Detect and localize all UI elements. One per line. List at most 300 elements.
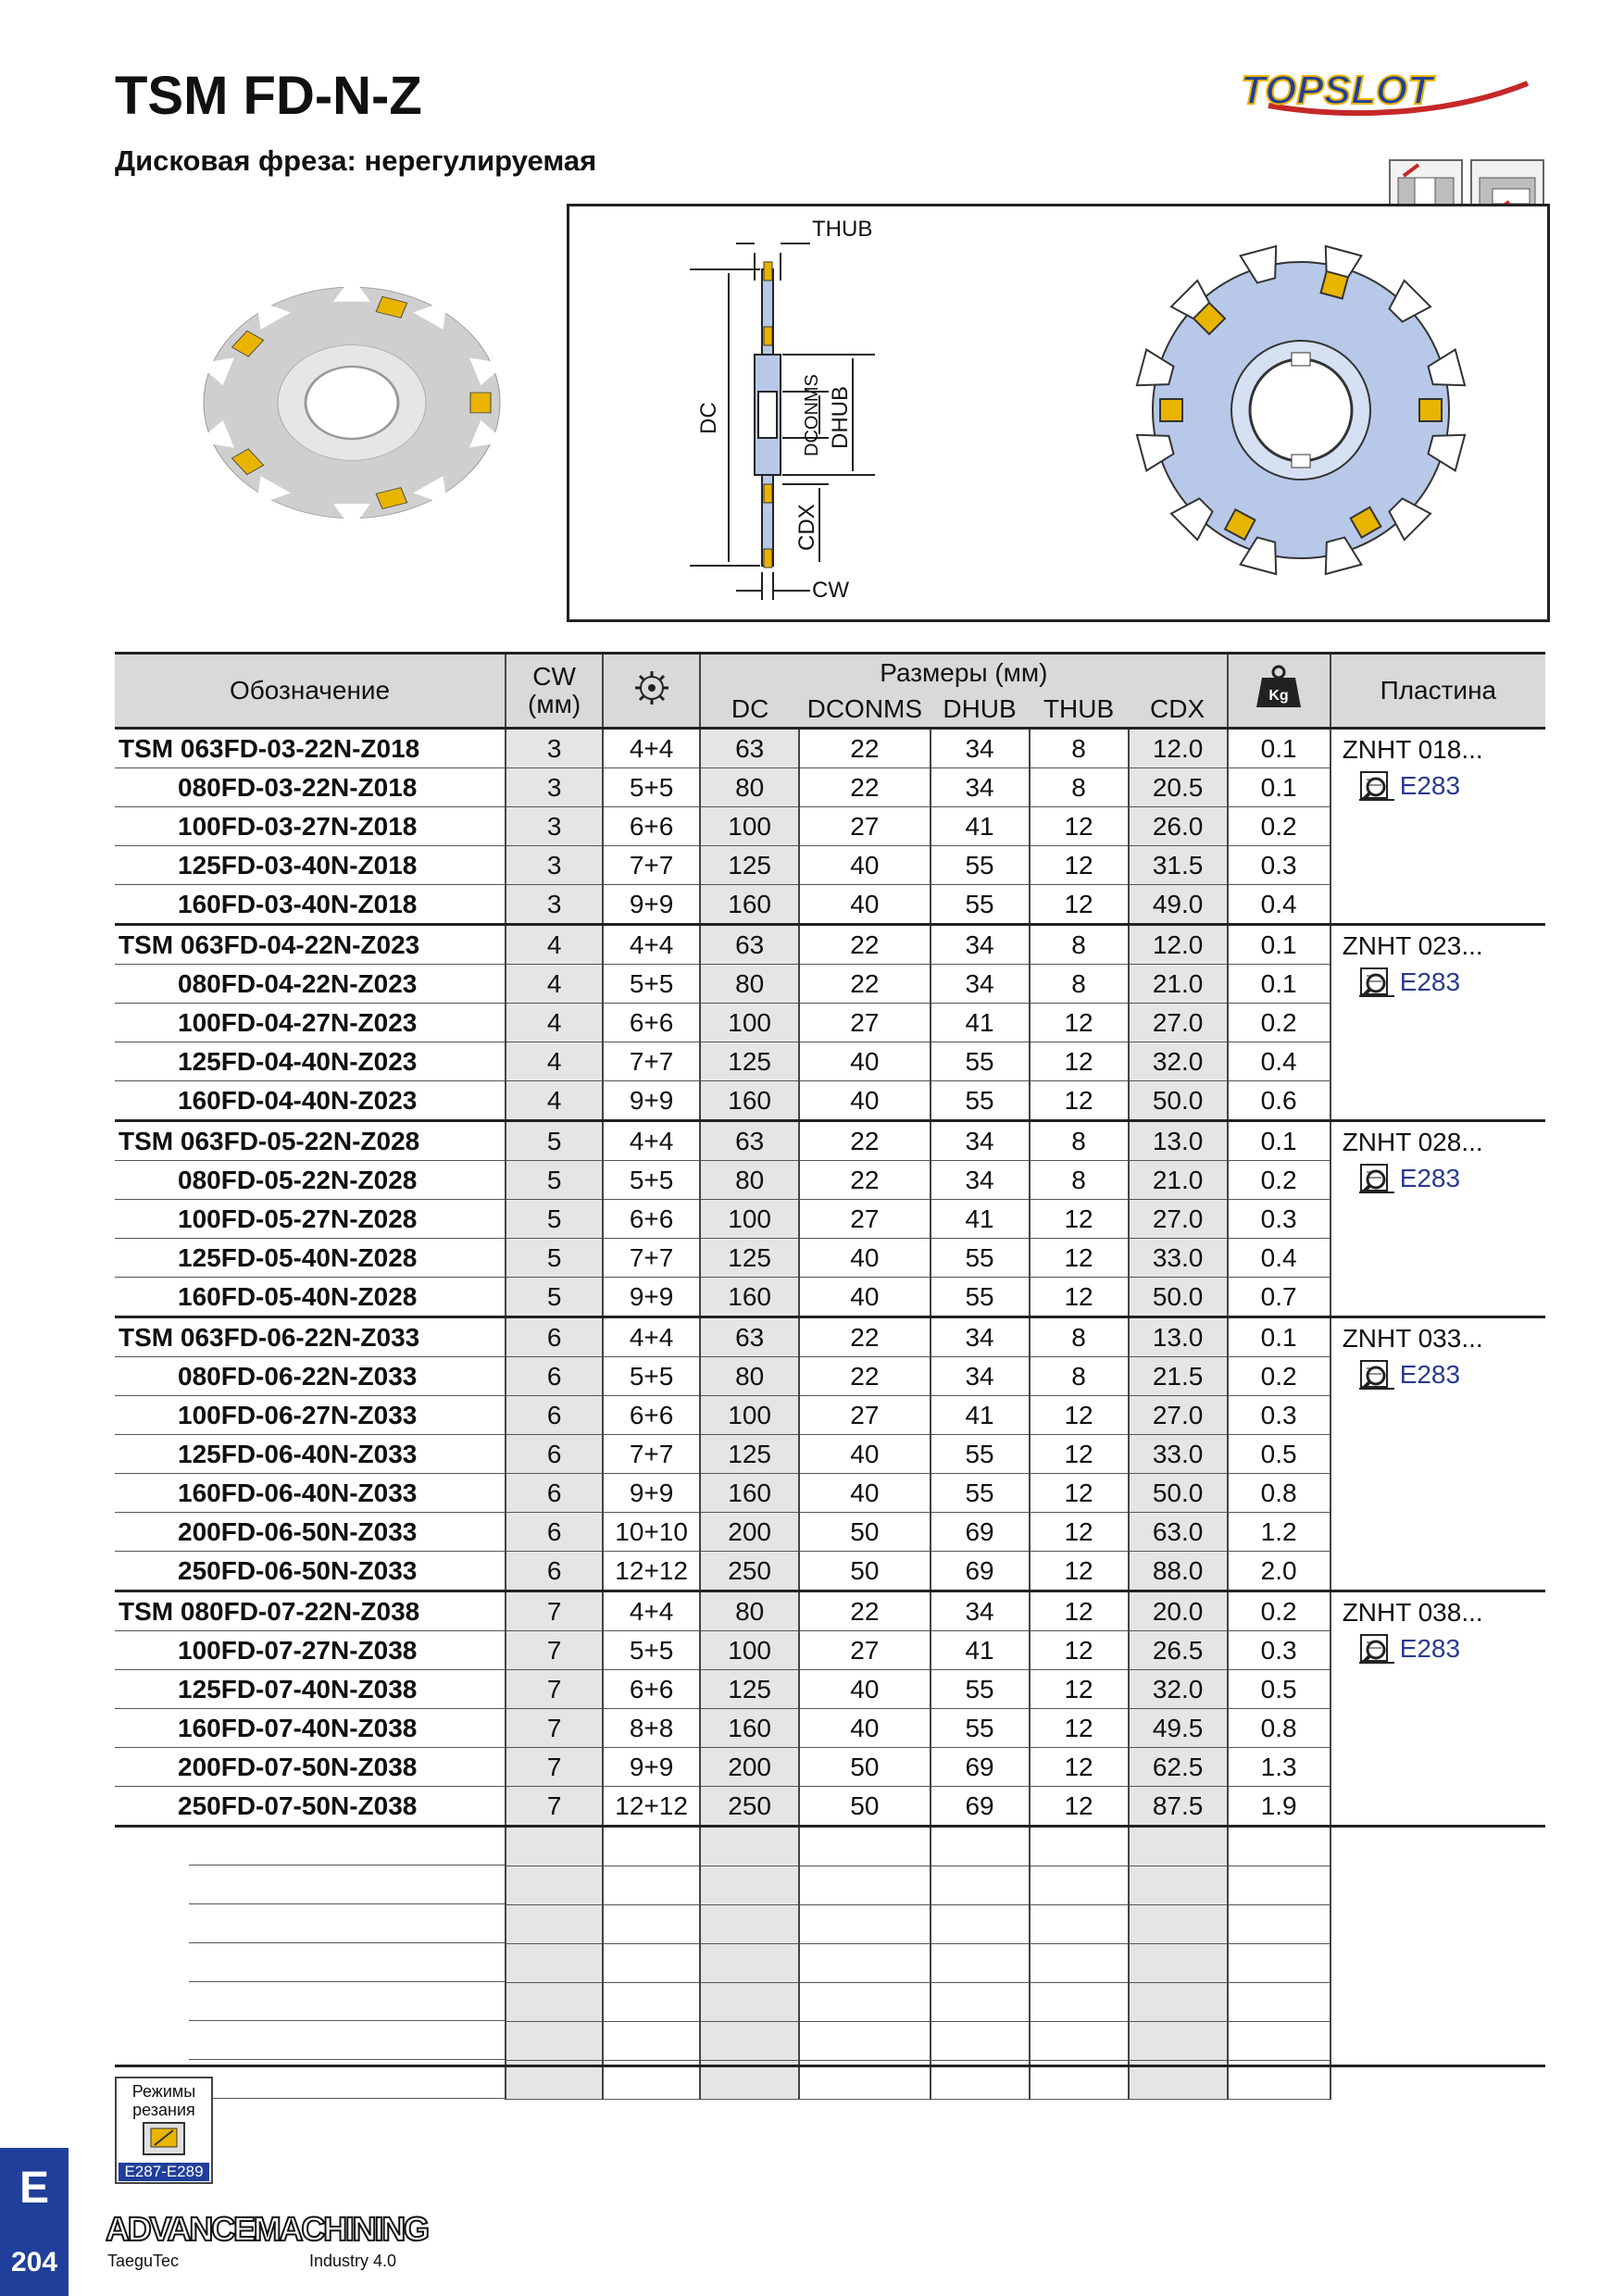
cell-thub: 12 xyxy=(1030,1670,1129,1709)
empty-cell xyxy=(1228,1983,1330,2022)
cell-thub: 8 xyxy=(1030,1317,1129,1357)
cutting-label: Режимы резания xyxy=(131,2082,196,2119)
insert-name: ZNHT 018... xyxy=(1342,735,1483,764)
cell-dc: 250 xyxy=(700,1787,799,1827)
cell-kg: 0.7 xyxy=(1228,1278,1330,1317)
cell-dhub: 41 xyxy=(931,807,1030,846)
cell-dconms: 27 xyxy=(799,807,930,846)
cell-cw: 7 xyxy=(506,1591,603,1631)
cell-cw: 7 xyxy=(506,1709,603,1748)
empty-cell xyxy=(1129,1944,1228,1983)
cell-cw: 7 xyxy=(506,1787,603,1827)
empty-row xyxy=(115,1827,1545,1866)
cell-thub: 12 xyxy=(1030,1004,1129,1042)
cell-dconms: 22 xyxy=(799,729,930,768)
cell-dconms: 22 xyxy=(799,1317,930,1357)
cell-dconms: 22 xyxy=(799,1121,930,1161)
table-bottom-rule xyxy=(115,2065,1545,2067)
row-designation: 125FD-05-40N-Z028 xyxy=(178,1242,418,1272)
row-designation: 080FD-05-22N-Z028 xyxy=(178,1165,418,1194)
cell-cw: 4 xyxy=(506,925,603,965)
header-dimensions: Размеры (мм) xyxy=(700,654,1227,693)
cell-thub: 8 xyxy=(1030,1357,1129,1396)
empty-cell xyxy=(1030,1905,1129,1944)
cell-dc: 80 xyxy=(700,965,799,1004)
header-cw xyxy=(506,654,603,729)
cell-thub: 12 xyxy=(1030,1513,1129,1552)
cell-cdx: 32.0 xyxy=(1129,1042,1228,1081)
cell-cdx: 12.0 xyxy=(1129,729,1228,768)
cell-dc: 160 xyxy=(700,1709,799,1748)
cell-z: 9+9 xyxy=(603,1278,700,1317)
cell-dc: 160 xyxy=(700,1278,799,1317)
empty-cell xyxy=(506,1905,603,1944)
weight-icon xyxy=(1228,654,1330,729)
row-designation: 100FD-07-27N-Z038 xyxy=(178,1635,418,1665)
empty-cell xyxy=(506,1944,603,1983)
cell-z: 6+6 xyxy=(603,1200,700,1239)
cell-dconms: 22 xyxy=(799,925,930,965)
insert-cell xyxy=(1330,925,1545,1121)
cell-thub: 8 xyxy=(1030,925,1129,965)
empty-cell xyxy=(1129,1866,1228,1905)
header-dhub: DHUB xyxy=(931,692,1030,729)
empty-cell xyxy=(506,1866,603,1905)
dhub-label: DHUB xyxy=(828,385,853,449)
row-designation: 080FD-03-22N-Z018 xyxy=(178,772,418,802)
cell-z: 9+9 xyxy=(603,1474,700,1513)
cell-dhub: 34 xyxy=(931,1357,1030,1396)
cell-dconms: 50 xyxy=(799,1748,930,1787)
insert-ref: E283 xyxy=(1399,1360,1461,1389)
empty-cell xyxy=(1030,1866,1129,1905)
cell-thub: 12 xyxy=(1030,1396,1129,1435)
cell-dc: 200 xyxy=(700,1748,799,1787)
cell-cw: 6 xyxy=(506,1317,603,1357)
magnifier-page-icon xyxy=(1357,1633,1396,1665)
empty-insert-cell xyxy=(1330,1944,1545,1983)
cell-dhub: 41 xyxy=(931,1200,1030,1239)
cell-thub: 12 xyxy=(1030,1474,1129,1513)
empty-cell xyxy=(799,1866,930,1905)
cell-dhub: 55 xyxy=(931,1042,1030,1081)
cell-dconms: 22 xyxy=(799,965,930,1004)
cell-dconms: 50 xyxy=(799,1787,930,1827)
empty-cell xyxy=(700,1905,799,1944)
cell-cdx: 13.0 xyxy=(1129,1121,1228,1161)
insert-ref-link[interactable] xyxy=(1357,1163,1545,1194)
cell-thub: 12 xyxy=(1030,1631,1129,1670)
cell-cdx: 27.0 xyxy=(1129,1004,1228,1042)
empty-cell xyxy=(931,1983,1030,2022)
cell-kg: 0.2 xyxy=(1228,807,1330,846)
table-row xyxy=(115,1317,1545,1357)
cell-thub: 12 xyxy=(1030,807,1129,846)
row-designation: 200FD-07-50N-Z038 xyxy=(178,1752,418,1781)
cell-cw: 5 xyxy=(506,1121,603,1161)
cell-cw: 5 xyxy=(506,1200,603,1239)
insert-ref-link[interactable] xyxy=(1357,967,1545,998)
cell-z: 5+5 xyxy=(603,1357,700,1396)
insert-ref-link[interactable] xyxy=(1357,770,1545,802)
row-designation: 100FD-03-27N-Z018 xyxy=(178,811,418,841)
cell-dc: 80 xyxy=(700,1357,799,1396)
table-row xyxy=(115,1591,1545,1631)
cell-z: 7+7 xyxy=(603,1435,700,1474)
table-row xyxy=(115,729,1545,768)
cell-dc: 160 xyxy=(700,885,799,925)
cell-dhub: 55 xyxy=(931,1670,1030,1709)
insert-ref: E283 xyxy=(1399,1164,1461,1192)
logo-main-text: ADVANCEMACHINING xyxy=(106,2210,430,2248)
topslot-logo xyxy=(1231,65,1546,120)
section-tab xyxy=(0,2148,69,2296)
magnifier-page-icon xyxy=(1357,1163,1396,1194)
cell-dc: 125 xyxy=(700,1239,799,1278)
cell-dconms: 40 xyxy=(799,846,930,885)
cell-cdx: 26.5 xyxy=(1129,1631,1228,1670)
insert-ref-link[interactable] xyxy=(1357,1633,1545,1665)
cell-cdx: 33.0 xyxy=(1129,1239,1228,1278)
cell-thub: 8 xyxy=(1030,729,1129,768)
header-insert: Пластина xyxy=(1330,654,1545,729)
empty-row xyxy=(115,1944,1545,1983)
empty-cell xyxy=(1129,2022,1228,2061)
magnifier-page-icon xyxy=(1357,1359,1396,1391)
cell-cw: 3 xyxy=(506,729,603,768)
empty-cell xyxy=(506,2022,603,2061)
header-dc: DC xyxy=(700,692,799,729)
cell-kg: 0.4 xyxy=(1228,885,1330,925)
cell-dhub: 55 xyxy=(931,885,1030,925)
cell-cdx: 49.0 xyxy=(1129,885,1228,925)
cell-kg: 0.8 xyxy=(1228,1709,1330,1748)
cutting-conditions-box[interactable] xyxy=(115,2077,213,2184)
cell-cw: 6 xyxy=(506,1396,603,1435)
header-thub: THUB xyxy=(1030,692,1129,729)
cell-kg: 0.1 xyxy=(1228,768,1330,807)
empty-cell xyxy=(799,1905,930,1944)
row-designation: 250FD-07-50N-Z038 xyxy=(178,1791,418,1820)
cell-dconms: 40 xyxy=(799,1081,930,1121)
insert-name: ZNHT 023... xyxy=(1342,931,1483,960)
cell-dc: 125 xyxy=(700,1435,799,1474)
cell-dc: 125 xyxy=(700,846,799,885)
row-designation: 063FD-06-22N-Z033 xyxy=(180,1322,420,1352)
cell-thub: 12 xyxy=(1030,1435,1129,1474)
cell-dhub: 69 xyxy=(931,1552,1030,1591)
cell-dc: 125 xyxy=(700,1670,799,1709)
cell-cdx: 13.0 xyxy=(1129,1317,1228,1357)
cell-dc: 125 xyxy=(700,1042,799,1081)
empty-cell xyxy=(700,1983,799,2022)
empty-cell xyxy=(700,1944,799,1983)
empty-cell xyxy=(1129,1827,1228,1866)
cell-thub: 12 xyxy=(1030,1787,1129,1827)
insert-ref-link[interactable] xyxy=(1357,1359,1545,1391)
cell-z: 6+6 xyxy=(603,807,700,846)
cell-cw: 3 xyxy=(506,885,603,925)
cell-dconms: 40 xyxy=(799,1709,930,1748)
empty-cell xyxy=(931,1944,1030,1983)
empty-row xyxy=(115,1866,1545,1905)
cell-cdx: 21.5 xyxy=(1129,1357,1228,1396)
cell-kg: 0.5 xyxy=(1228,1670,1330,1709)
empty-cell xyxy=(603,1866,700,1905)
empty-cell xyxy=(603,1827,700,1866)
cell-dc: 63 xyxy=(700,729,799,768)
cell-cw: 3 xyxy=(506,846,603,885)
cell-kg: 0.3 xyxy=(1228,846,1330,885)
cell-dc: 100 xyxy=(700,1396,799,1435)
cell-dc: 80 xyxy=(700,768,799,807)
empty-cell xyxy=(603,1905,700,1944)
cell-z: 12+12 xyxy=(603,1787,700,1827)
cell-dconms: 22 xyxy=(799,1591,930,1631)
cell-z: 7+7 xyxy=(603,1239,700,1278)
header-designation: Обозначение xyxy=(115,654,506,729)
cell-dhub: 41 xyxy=(931,1396,1030,1435)
cell-z: 4+4 xyxy=(603,1317,700,1357)
cell-cdx: 50.0 xyxy=(1129,1278,1228,1317)
row-designation: 125FD-06-40N-Z033 xyxy=(178,1439,418,1468)
row-designation: 250FD-06-50N-Z033 xyxy=(178,1555,418,1585)
empty-cell xyxy=(506,1827,603,1866)
insert-name: ZNHT 033... xyxy=(1342,1324,1483,1353)
insert-name: ZNHT 028... xyxy=(1342,1128,1483,1156)
row-prefix: TSM xyxy=(119,733,174,763)
cell-cw: 3 xyxy=(506,807,603,846)
row-prefix: TSM xyxy=(119,930,174,959)
cell-dc: 100 xyxy=(700,1200,799,1239)
empty-cell xyxy=(506,1983,603,2022)
advance-machining-logo xyxy=(106,2203,439,2277)
cell-dconms: 27 xyxy=(799,1200,930,1239)
row-designation: 080FD-07-22N-Z038 xyxy=(180,1596,420,1626)
empty-cell xyxy=(1228,1905,1330,1944)
cell-cw: 4 xyxy=(506,1042,603,1081)
cell-z: 5+5 xyxy=(603,768,700,807)
empty-cell xyxy=(799,1944,930,1983)
cell-dconms: 27 xyxy=(799,1396,930,1435)
cell-cw: 7 xyxy=(506,1670,603,1709)
page-subtitle: Дисковая фреза: нерегулируемая xyxy=(115,144,597,177)
cell-z: 7+7 xyxy=(603,1042,700,1081)
table-row xyxy=(115,925,1545,965)
cell-cdx: 50.0 xyxy=(1129,1474,1228,1513)
row-designation: 063FD-05-22N-Z028 xyxy=(180,1126,420,1155)
cell-cw: 5 xyxy=(506,1161,603,1200)
empty-cell xyxy=(603,1944,700,1983)
empty-cell xyxy=(700,1827,799,1866)
cell-thub: 12 xyxy=(1030,1042,1129,1081)
cell-z: 10+10 xyxy=(603,1513,700,1552)
cutter-photo xyxy=(176,250,528,555)
cell-kg: 0.8 xyxy=(1228,1474,1330,1513)
cell-kg: 1.3 xyxy=(1228,1748,1330,1787)
product-table xyxy=(115,652,1545,2100)
cell-dconms: 22 xyxy=(799,768,930,807)
cell-dconms: 50 xyxy=(799,1513,930,1552)
cell-thub: 8 xyxy=(1030,768,1129,807)
cw-label: CW xyxy=(812,578,849,603)
cell-cdx: 50.0 xyxy=(1129,1081,1228,1121)
cell-kg: 0.3 xyxy=(1228,1396,1330,1435)
cell-dhub: 55 xyxy=(931,1709,1030,1748)
page-title: TSM FD-N-Z xyxy=(115,66,422,126)
cell-cw: 4 xyxy=(506,965,603,1004)
cell-thub: 12 xyxy=(1030,1278,1129,1317)
header-cw-label: CW xyxy=(532,662,576,691)
cell-z: 5+5 xyxy=(603,965,700,1004)
cell-dhub: 41 xyxy=(931,1004,1030,1042)
cell-z: 5+5 xyxy=(603,1631,700,1670)
cell-cdx: 26.0 xyxy=(1129,807,1228,846)
empty-row xyxy=(115,2022,1545,2061)
cell-z: 7+7 xyxy=(603,846,700,885)
row-designation: 100FD-05-27N-Z028 xyxy=(178,1204,418,1233)
row-designation: 125FD-07-40N-Z038 xyxy=(178,1674,418,1703)
cell-kg: 0.2 xyxy=(1228,1357,1330,1396)
empty-insert-cell xyxy=(1330,1983,1545,2022)
cell-kg: 0.1 xyxy=(1228,1121,1330,1161)
cell-thub: 12 xyxy=(1030,1239,1129,1278)
cell-dc: 100 xyxy=(700,1631,799,1670)
empty-cell xyxy=(603,2022,700,2061)
cell-thub: 12 xyxy=(1030,1709,1129,1748)
empty-insert-cell xyxy=(1330,1866,1545,1905)
cell-kg: 0.2 xyxy=(1228,1161,1330,1200)
cell-thub: 8 xyxy=(1030,965,1129,1004)
row-prefix: TSM xyxy=(119,1126,174,1155)
insert-cell xyxy=(1330,1121,1545,1317)
row-designation: 160FD-07-40N-Z038 xyxy=(178,1713,418,1742)
cell-z: 4+4 xyxy=(603,729,700,768)
dconms-label: DCONMS xyxy=(802,374,822,456)
cell-z: 4+4 xyxy=(603,925,700,965)
empty-cell xyxy=(700,1866,799,1905)
cell-z: 9+9 xyxy=(603,1748,700,1787)
cell-cw: 6 xyxy=(506,1435,603,1474)
row-designation: 160FD-04-40N-Z023 xyxy=(178,1085,418,1115)
cell-kg: 0.4 xyxy=(1228,1239,1330,1278)
cell-cw: 6 xyxy=(506,1552,603,1591)
empty-cell xyxy=(603,1983,700,2022)
magnifier-page-icon xyxy=(1357,770,1396,802)
cell-dc: 160 xyxy=(700,1081,799,1121)
cell-dconms: 40 xyxy=(799,1042,930,1081)
empty-cell xyxy=(799,1983,930,2022)
row-designation: 080FD-06-22N-Z033 xyxy=(178,1361,418,1391)
cell-dhub: 55 xyxy=(931,1435,1030,1474)
empty-cell xyxy=(1030,1944,1129,1983)
cell-dhub: 34 xyxy=(931,965,1030,1004)
cell-kg: 0.4 xyxy=(1228,1042,1330,1081)
row-designation: 125FD-04-40N-Z023 xyxy=(178,1046,418,1076)
cell-z: 5+5 xyxy=(603,1161,700,1200)
empty-cell xyxy=(1030,1983,1129,2022)
empty-cell xyxy=(1228,2022,1330,2061)
cell-dc: 200 xyxy=(700,1513,799,1552)
cell-dconms: 40 xyxy=(799,1278,930,1317)
cell-cw: 5 xyxy=(506,1278,603,1317)
cell-cdx: 21.0 xyxy=(1129,1161,1228,1200)
cell-cdx: 49.5 xyxy=(1129,1709,1228,1748)
cell-z: 4+4 xyxy=(603,1591,700,1631)
row-designation: 125FD-03-40N-Z018 xyxy=(178,850,418,880)
cell-cdx: 88.0 xyxy=(1129,1552,1228,1591)
cell-dconms: 40 xyxy=(799,1474,930,1513)
cell-dhub: 34 xyxy=(931,1591,1030,1631)
cell-dc: 100 xyxy=(700,807,799,846)
empty-cell xyxy=(931,1827,1030,1866)
cell-cw: 6 xyxy=(506,1474,603,1513)
cell-cw: 7 xyxy=(506,1748,603,1787)
cell-dhub: 55 xyxy=(931,1278,1030,1317)
empty-cell xyxy=(1030,1827,1129,1866)
cell-cw: 4 xyxy=(506,1004,603,1042)
insert-cell xyxy=(1330,1591,1545,1827)
cell-kg: 0.2 xyxy=(1228,1004,1330,1042)
cell-kg: 1.9 xyxy=(1228,1787,1330,1827)
header-cw-unit: (мм) xyxy=(528,690,581,718)
cell-kg: 0.6 xyxy=(1228,1081,1330,1121)
cell-thub: 12 xyxy=(1030,846,1129,885)
cell-dc: 80 xyxy=(700,1591,799,1631)
cell-thub: 12 xyxy=(1030,1748,1129,1787)
table-row xyxy=(115,1121,1545,1161)
cell-cdx: 27.0 xyxy=(1129,1200,1228,1239)
cell-dhub: 55 xyxy=(931,1474,1030,1513)
empty-cell xyxy=(931,1905,1030,1944)
cell-kg: 2.0 xyxy=(1228,1552,1330,1591)
dimension-drawing xyxy=(569,206,1547,619)
cell-z: 9+9 xyxy=(603,885,700,925)
cell-dhub: 34 xyxy=(931,768,1030,807)
cell-dconms: 50 xyxy=(799,1552,930,1591)
book-icon xyxy=(138,2119,190,2158)
empty-cell xyxy=(1129,1905,1228,1944)
magnifier-page-icon xyxy=(1357,967,1396,998)
cell-cw: 6 xyxy=(506,1357,603,1396)
cdx-label: CDX xyxy=(794,504,819,551)
cell-dconms: 40 xyxy=(799,1239,930,1278)
cell-kg: 0.1 xyxy=(1228,1317,1330,1357)
empty-insert-cell xyxy=(1330,1905,1545,1944)
cell-dc: 63 xyxy=(700,1121,799,1161)
cell-cw: 4 xyxy=(506,1081,603,1121)
empty-cell xyxy=(1228,1827,1330,1866)
cell-kg: 0.1 xyxy=(1228,925,1330,965)
cell-kg: 0.3 xyxy=(1228,1200,1330,1239)
cell-dhub: 34 xyxy=(931,1121,1030,1161)
logo-industry: Industry 4.0 xyxy=(309,2252,397,2270)
cell-dhub: 55 xyxy=(931,1081,1030,1121)
cell-cdx: 27.0 xyxy=(1129,1396,1228,1435)
empty-row xyxy=(115,1983,1545,2022)
empty-row xyxy=(115,1905,1545,1944)
insert-ref: E283 xyxy=(1399,771,1461,800)
cell-dconms: 27 xyxy=(799,1004,930,1042)
cell-dc: 160 xyxy=(700,1474,799,1513)
cell-cdx: 20.5 xyxy=(1129,768,1228,807)
cell-z: 9+9 xyxy=(603,1081,700,1121)
page-number: 204 xyxy=(10,2247,58,2277)
cell-z: 6+6 xyxy=(603,1004,700,1042)
weight-icon-label: Kg xyxy=(1268,687,1289,704)
cell-dhub: 34 xyxy=(931,729,1030,768)
cell-dhub: 41 xyxy=(931,1631,1030,1670)
